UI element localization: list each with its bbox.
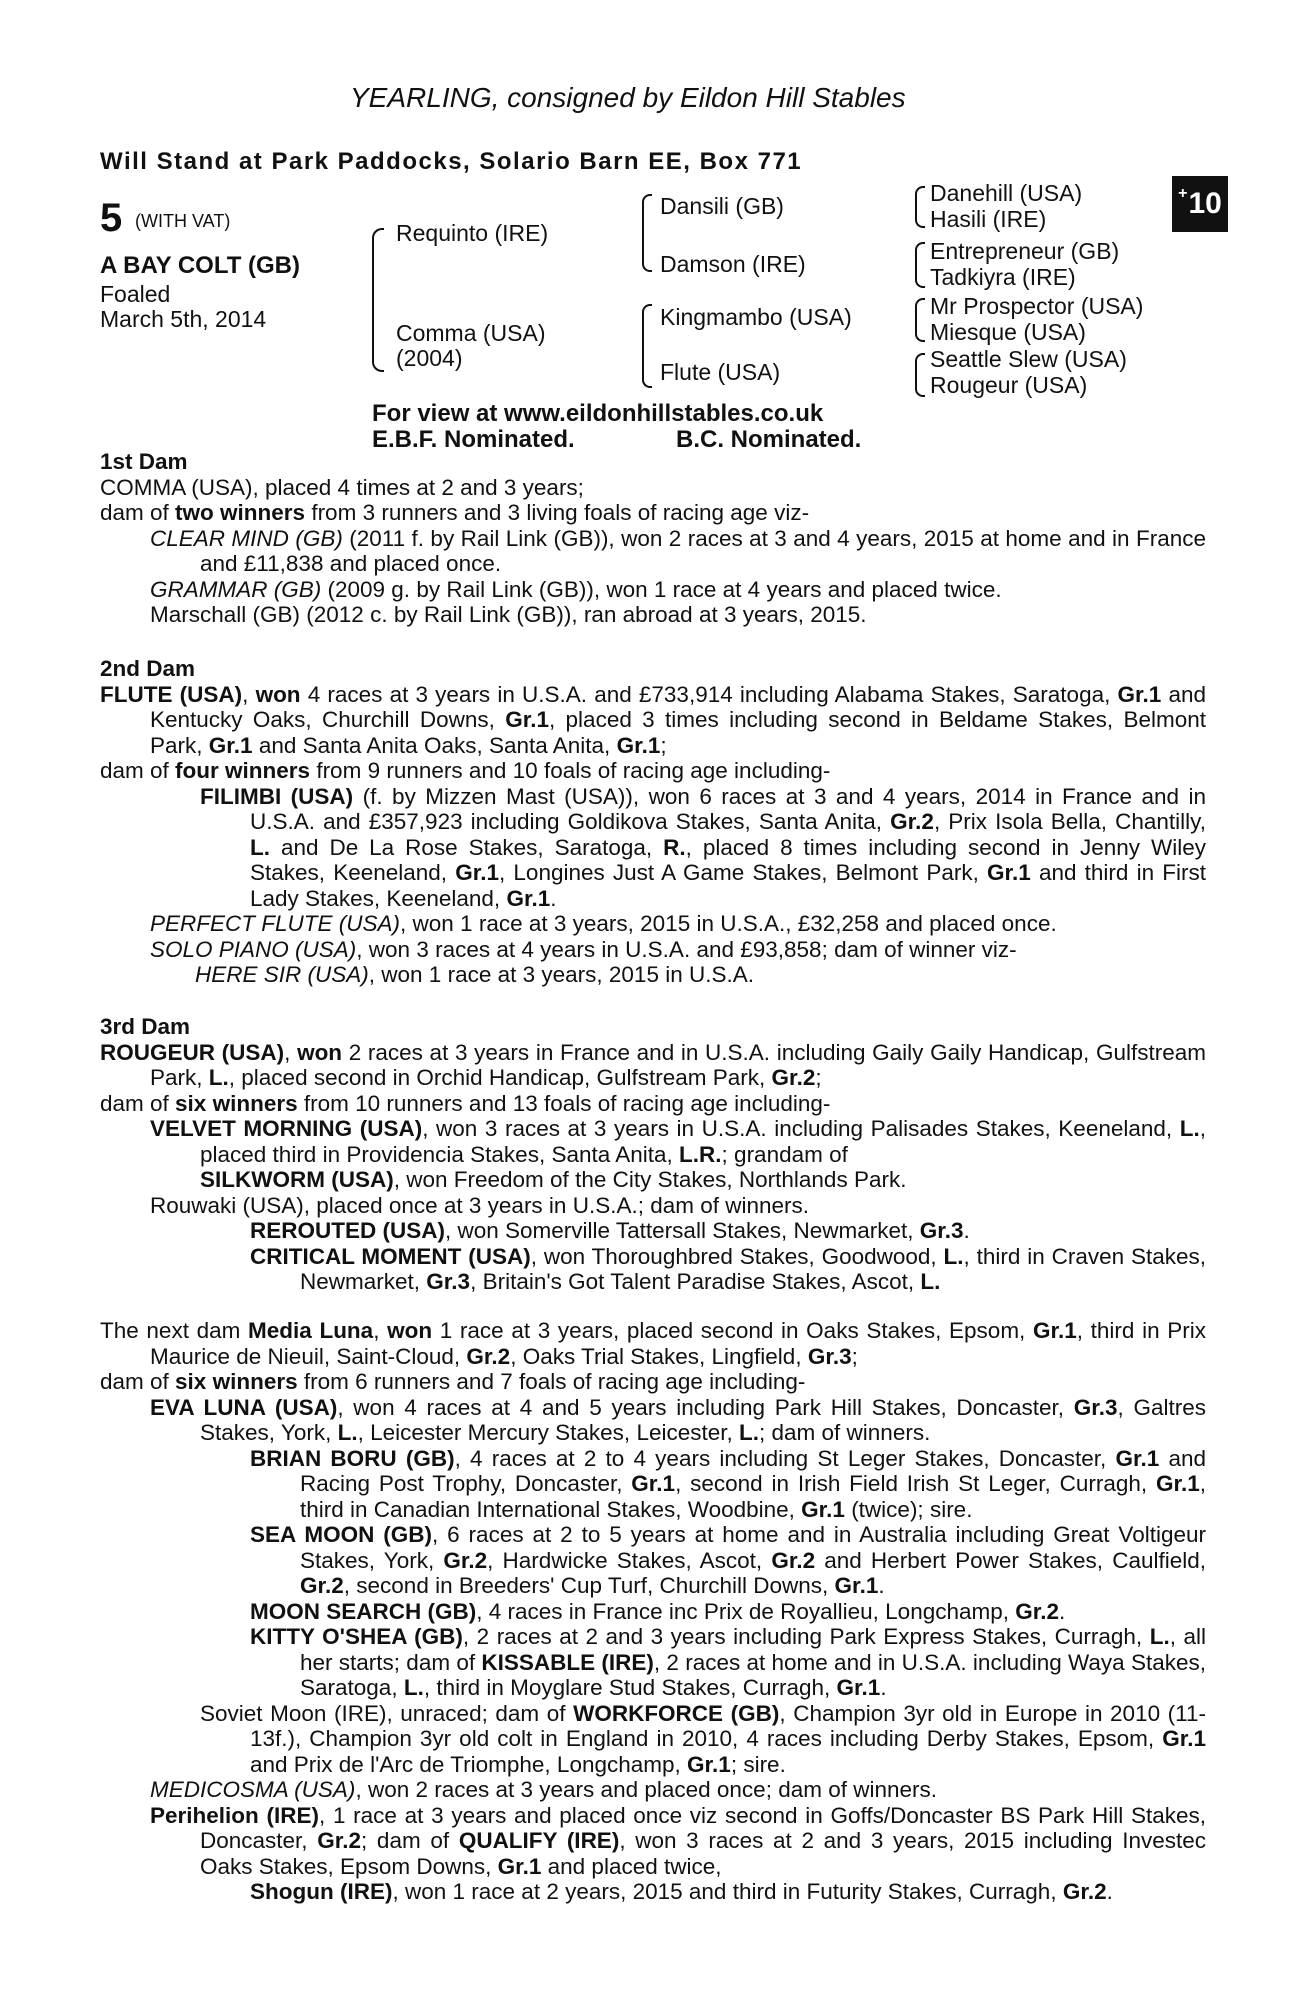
sea-moon-entry: SEA MOON (GB), 6 races at 2 to 5 years at home and in Australia including Great Voltigeur Stakes, York, Gr.2, Hardwicke Stakes, Ascot, Gr.2 and Herbert Power Stakes, Caulfield, Gr.2, second in Breeders' Cup Turf, Churchill Downs, Gr.1.	[250, 1522, 1206, 1598]
foaled-label: Foaled	[100, 281, 171, 307]
pedigree-g3-7: Seattle Slew (USA)	[930, 346, 1127, 372]
filimbi-entry: FILIMBI (USA) (f. by Mizzen Mast (USA)), won 6 races at 3 and 4 years, 2014 in France and in U.S.A. and £357,923 including Goldikova Stakes, Santa Anita, Gr.2, Prix Isola Bella, Chantilly, L. and De La Rose Stakes, Saratoga, R., placed 8 times including second in Jenny Wiley Stakes, Keeneland, Gr.1, Longines Just A Game Stakes, Belmont Park, Gr.1 and third in First Lady Stakes, Keeneland, Gr.1.	[200, 783, 1206, 911]
lot-badge	[1172, 176, 1228, 232]
pedigree-g3-8: Rougeur (USA)	[930, 372, 1088, 398]
foaled-date: March 5th, 2014	[100, 306, 267, 332]
page-heading: YEARLING, consigned by Eildon Hill Stables	[350, 82, 906, 113]
pedigree-g2-4: Flute (USA)	[660, 359, 781, 385]
clear-mind-entry: CLEAR MIND (GB) (2011 f. by Rail Link (GB)), won 2 races at 3 and 4 years, 2015 at home and in France and £11,838 and placed once.	[150, 525, 1206, 576]
medicosma-entry: MEDICOSMA (USA), won 2 races at 3 years and placed once; dam of winners.	[150, 1777, 938, 1802]
third-dam-heading: 3rd Dam	[100, 1014, 191, 1039]
badge-mark: +	[1178, 185, 1188, 202]
rouwaki-entry: Rouwaki (USA), placed once at 3 years in U.S.A.; dam of winners.	[150, 1192, 810, 1218]
pedigree-g3-4: Tadkiyra (IRE)	[930, 264, 1076, 290]
ebf-nominated: E.B.F. Nominated.	[372, 426, 575, 453]
lot-number: 5	[100, 196, 123, 240]
kingmambo-brace	[915, 298, 925, 342]
first-dam-section	[100, 449, 1206, 628]
here-sir-entry: HERE SIR (USA), won 1 race at 3 years, 2015 in U.S.A.	[195, 962, 754, 987]
vat-label: (WITH VAT)	[135, 211, 231, 231]
soviet-moon-entry: Soviet Moon (IRE), unraced; dam of WORKFORCE (GB), Champion 3yr old in Europe in 2010 (11-13f.), Champion 3yr old colt in England in 2010, 4 races including Derby Stakes, Epsom, Gr.1 and Prix de l'Arc de Triomphe, Longchamp, Gr.1; sire.	[200, 1700, 1206, 1777]
pedigree-g2-2: Damson (IRE)	[660, 251, 806, 277]
solo-piano-entry: SOLO PIANO (USA), won 3 races at 4 years in U.S.A. and £93,858; dam of winner viz-	[150, 936, 1017, 962]
sire-parents-brace	[642, 194, 652, 272]
damson-brace	[915, 242, 925, 288]
perfect-flute-entry: PERFECT FLUTE (USA), won 1 race at 3 years, 2015 in U.S.A., £32,258 and placed once.	[150, 911, 1057, 936]
flute-brace	[915, 353, 925, 397]
flute-record: FLUTE (USA), won 4 races at 3 years in U.S.A. and £733,914 including Alabama Stakes, Saratoga, Gr.1 and Kentucky Oaks, Churchill Downs, Gr.1, placed 3 times including second in Beldame Stakes, Belmont Park, Gr.1 and Santa Anita Oaks, Santa Anita, Gr.1;	[100, 681, 1207, 758]
pedigree-g2-1: Dansili (GB)	[660, 193, 784, 219]
third-dam-section	[100, 1014, 1206, 1295]
rougeur-record: ROUGEUR (USA), won 2 races at 3 years in France and in U.S.A. including Gaily Gaily Handicap, Gulfstream Park, L., placed second in Orchid Handicap, Gulfstream Park, Gr.2;	[100, 1039, 1206, 1090]
next-dam-section	[100, 1318, 1206, 1905]
badge-number: 10	[1188, 187, 1222, 220]
perihelion-entry: Perihelion (IRE), 1 race at 3 years and placed once viz second in Goffs/Doncaster BS Park Hill Stakes, Doncaster, Gr.2; dam of QUALIFY (IRE), won 3 races at 2 and 3 years, 2015 including Investec Oaks Stakes, Epsom Downs, Gr.1 and placed twice,	[150, 1802, 1206, 1879]
brian-boru-entry: BRIAN BORU (GB), 4 races at 2 to 4 years including St Leger Stakes, Doncaster, Gr.1 and Racing Post Trophy, Doncaster, Gr.1, second in Irish Field Irish St Leger, Curragh, Gr.1, third in Canadian International Stakes, Woodbine, Gr.1 (twice); sire.	[250, 1445, 1207, 1522]
media-luna-produce: dam of six winners from 6 runners and 7 foals of racing age including-	[100, 1369, 806, 1394]
pedigree-sire: Requinto (IRE)	[396, 220, 549, 246]
media-luna-record: The next dam Media Luna, won 1 race at 3 years, placed second in Oaks Stakes, Epsom, Gr.1, third in Prix Maurice de Nieuil, Saint-Cloud, Gr.2, Oaks Trial Stakes, Lingfield, Gr.3;	[100, 1318, 1206, 1369]
second-dam-heading: 2nd Dam	[100, 656, 196, 681]
shogun-entry: Shogun (IRE), won 1 race at 2 years, 2015 and third in Futurity Stakes, Curragh, Gr.2.	[250, 1879, 1113, 1904]
second-dam-section	[100, 656, 1206, 988]
pedigree-g2-3: Kingmambo (USA)	[660, 304, 852, 330]
pedigree-g3-3: Entrepreneur (GB)	[930, 238, 1120, 264]
pedigree-g3-6: Miesque (USA)	[930, 319, 1086, 345]
marschall-entry: Marschall (GB) (2012 c. by Rail Link (GB)), ran abroad at 3 years, 2015.	[150, 602, 867, 627]
dansili-brace	[915, 186, 925, 228]
eva-luna-entry: EVA LUNA (USA), won 4 races at 4 and 5 years including Park Hill Stakes, Doncaster, Gr.3, Galtres Stakes, York, L., Leicester Mercury Stakes, Leicester, L.; dam of winners.	[150, 1394, 1206, 1445]
lot-name: A BAY COLT (GB)	[100, 252, 301, 279]
first-dam-produce: dam of two winners from 3 runners and 3 living foals of racing age viz-	[100, 500, 810, 525]
pedigree-g3-1: Danehill (USA)	[930, 180, 1083, 206]
critical-moment-entry: CRITICAL MOMENT (USA), won Thoroughbred Stakes, Goodwood, L., third in Craven Stakes, Newmarket, Gr.3, Britain's Got Talent Paradise Stakes, Ascot, L.	[250, 1243, 1206, 1294]
first-dam-heading: 1st Dam	[100, 449, 188, 474]
bc-nominated: B.C. Nominated.	[676, 426, 862, 453]
pedigree-g3-2: Hasili (IRE)	[930, 206, 1047, 232]
dam-parents-brace	[642, 304, 652, 388]
pedigree-g3-5: Mr Prospector (USA)	[930, 293, 1144, 319]
pedigree-dam-year: (2004)	[396, 345, 463, 371]
sire-dam-brace	[372, 228, 384, 372]
stand-location: Will Stand at Park Paddocks, Solario Barn EE, Box 771	[100, 148, 803, 175]
rerouted-entry: REROUTED (USA), won Somerville Tattersall Stakes, Newmarket, Gr.3.	[250, 1218, 970, 1243]
first-dam-record: COMMA (USA), placed 4 times at 2 and 3 years;	[100, 474, 584, 500]
flute-produce: dam of four winners from 9 runners and 10 foals of racing age including-	[100, 758, 831, 783]
silkworm-entry: SILKWORM (USA), won Freedom of the City Stakes, Northlands Park.	[200, 1167, 907, 1192]
pedigree-dam: Comma (USA)	[396, 320, 546, 346]
grammar-entry: GRAMMAR (GB) (2009 g. by Rail Link (GB)), won 1 race at 4 years and placed twice.	[150, 576, 1002, 602]
velvet-morning-entry: VELVET MORNING (USA), won 3 races at 3 years in U.S.A. including Palisades Stakes, Keeneland, L., placed third in Providencia Stakes, Santa Anita, L.R.; grandam of	[150, 1116, 1206, 1167]
view-website: For view at www.eildonhillstables.co.uk	[372, 400, 824, 427]
kitty-oshea-entry: KITTY O'SHEA (GB), 2 races at 2 and 3 years including Park Express Stakes, Curragh, L., all her starts; dam of KISSABLE (IRE), 2 races at home and in U.S.A. including Waya Stakes, Saratoga, L., third in Moyglare Stud Stakes, Curragh, Gr.1.	[250, 1624, 1206, 1700]
moon-search-entry: MOON SEARCH (GB), 4 races in France inc Prix de Royallieu, Longchamp, Gr.2.	[250, 1598, 1066, 1624]
rougeur-produce: dam of six winners from 10 runners and 13 foals of racing age including-	[100, 1090, 831, 1116]
